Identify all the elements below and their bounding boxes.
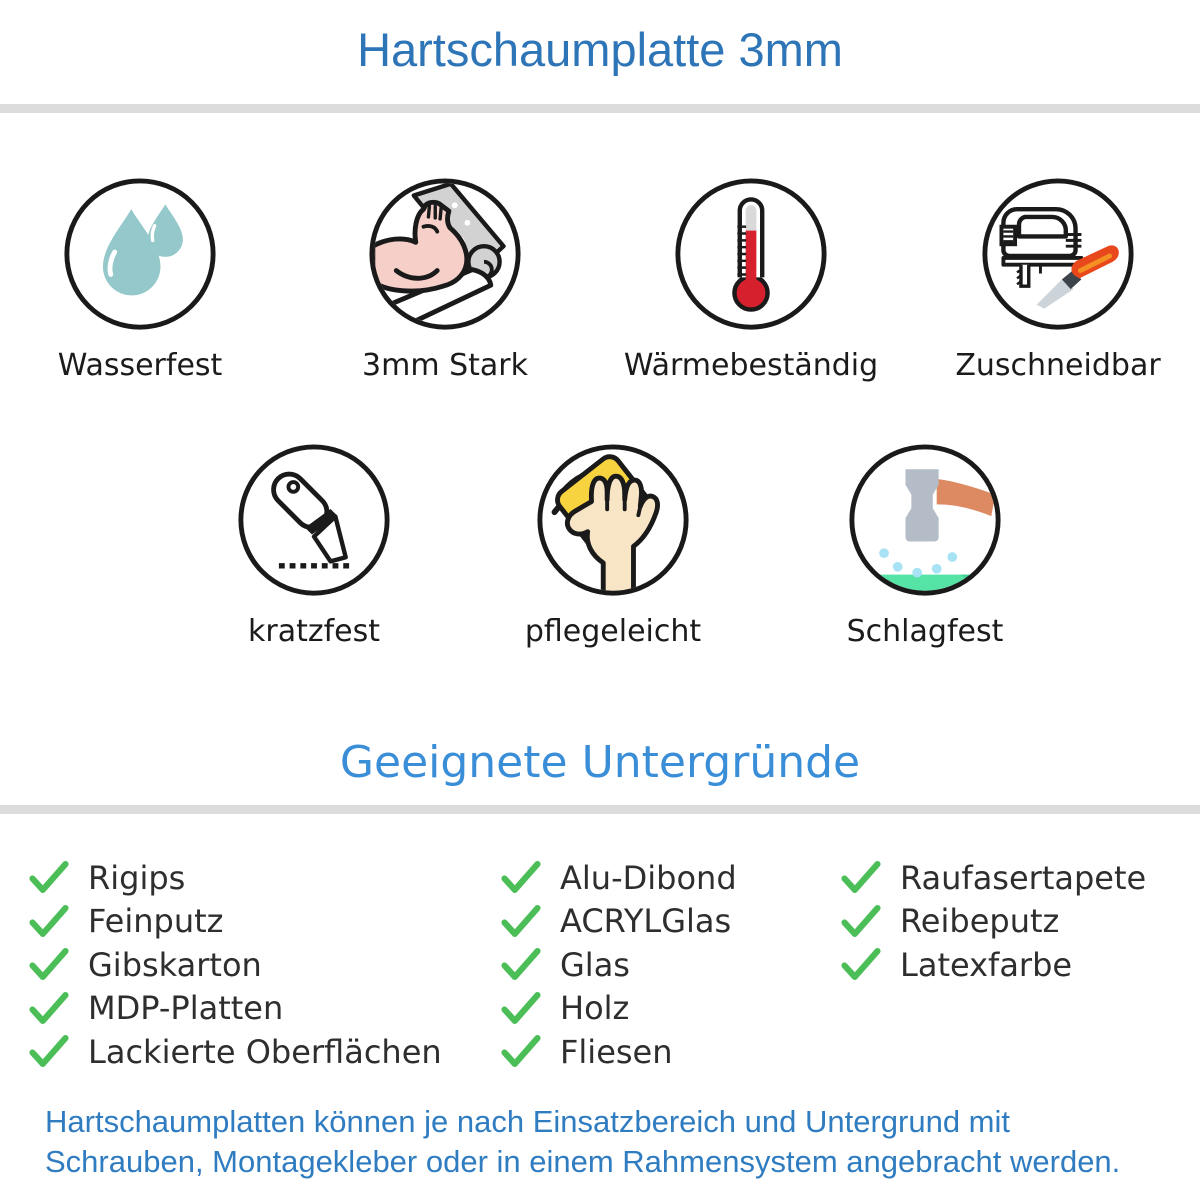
checkmark-icon: [28, 948, 70, 981]
thermometer-icon: [673, 176, 829, 332]
checkmark-icon: [28, 861, 70, 894]
checkmark-icon: [840, 861, 882, 894]
list-item-label: Latexfarbe: [900, 945, 1073, 984]
list-item-label: Glas: [560, 945, 630, 984]
substrate-column-2: [500, 856, 737, 1074]
hammer-impact-icon: [847, 442, 1003, 598]
list-item: [28, 1030, 442, 1074]
feature-label: 3mm Stark: [362, 348, 528, 383]
list-item: [28, 943, 442, 987]
substrate-column-1: [28, 856, 442, 1074]
feature-label: Wasserfest: [57, 348, 223, 383]
list-item-label: MDP-Platten: [88, 989, 284, 1028]
feature-label: Wärmebeständig: [623, 348, 879, 383]
feature-label: Schlagfest: [846, 614, 1004, 649]
list-item: [500, 987, 737, 1031]
checkmark-icon: [500, 905, 542, 938]
mounting-note: [45, 1102, 1120, 1182]
list-item: [500, 856, 737, 900]
feature-zuschneidbar: [908, 176, 1200, 383]
list-item: [28, 900, 442, 944]
checkmark-icon: [28, 992, 70, 1025]
list-item: [840, 900, 1146, 944]
list-item: [500, 1030, 737, 1074]
feature-kratzfest: [164, 442, 464, 649]
list-item: [500, 900, 737, 944]
feature-pflegeleicht: [463, 442, 763, 649]
jigsaw-knife-icon: [980, 176, 1136, 332]
list-item-label: Alu-Dibond: [560, 858, 737, 897]
list-item-label: Gibskarton: [88, 945, 262, 984]
substrate-column-3: [840, 856, 1146, 987]
feature-wasserfest: [0, 176, 290, 383]
divider-middle: [0, 805, 1200, 814]
checkmark-icon: [500, 861, 542, 894]
divider-top: [0, 104, 1200, 113]
list-item-label: Lackierte Oberflächen: [88, 1032, 442, 1071]
water-drops-icon: [62, 176, 218, 332]
checkmark-icon: [500, 992, 542, 1025]
list-item: [28, 856, 442, 900]
list-item-label: Feinputz: [88, 902, 224, 941]
feature-label: kratzfest: [247, 614, 380, 649]
checkmark-icon: [500, 948, 542, 981]
checkmark-icon: [840, 948, 882, 981]
hand-cloth-icon: [535, 442, 691, 598]
checkmark-icon: [500, 1035, 542, 1068]
feature-label: Zuschneidbar: [955, 348, 1161, 383]
checkmark-icon: [28, 905, 70, 938]
list-item: [840, 943, 1146, 987]
list-item-label: Reibeputz: [900, 902, 1060, 941]
checkmark-icon: [28, 1035, 70, 1068]
checkmark-icon: [840, 905, 882, 938]
utility-knife-icon: [236, 442, 392, 598]
feature-waermebestaendig: [601, 176, 901, 383]
feature-label: pflegeleicht: [524, 614, 702, 649]
page-title: Hartschaumplatte 3mm: [357, 23, 843, 76]
mounting-note-line2: Schrauben, Montagekleber oder in einem Rahmensystem angebracht werden.: [45, 1144, 1121, 1179]
list-item-label: Fliesen: [560, 1032, 673, 1071]
list-item-label: ACRYLGlas: [560, 902, 732, 941]
section-title-untergruende: Geeignete Untergründe: [339, 737, 861, 788]
feature-schlagfest: [775, 442, 1075, 649]
mounting-note-line1: Hartschaumplatten können je nach Einsatzbereich und Untergrund mit: [45, 1104, 1010, 1139]
list-item: [840, 856, 1146, 900]
muscle-arm-plate-icon: [367, 176, 523, 332]
list-item: [28, 987, 442, 1031]
list-item-label: Rigips: [88, 858, 186, 897]
list-item: [500, 943, 737, 987]
list-item-label: Raufasertapete: [900, 858, 1147, 897]
list-item-label: Holz: [560, 989, 630, 1028]
feature-3mm-stark: [295, 176, 595, 383]
